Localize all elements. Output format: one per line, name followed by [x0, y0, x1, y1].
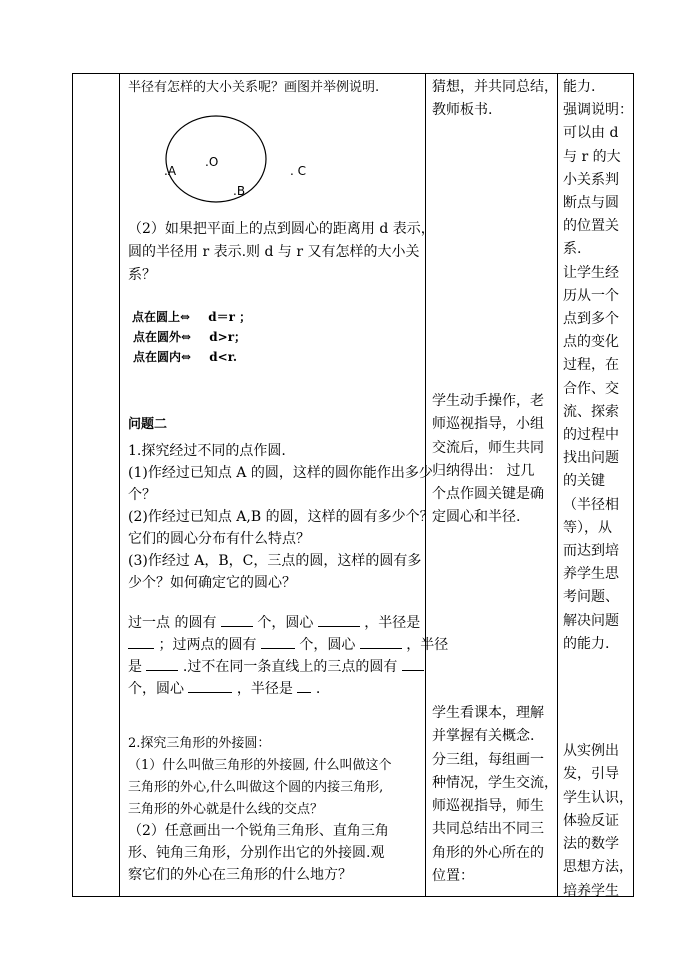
design-intent-line: 解决问题 [563, 612, 619, 629]
section1-q2-line2: 它们的圆心分布有什么特点？ [128, 531, 310, 547]
design-intent-line: （半径相 [563, 496, 619, 513]
table-bottom-border [72, 896, 634, 897]
design-intent-line: 发，引导 [563, 766, 619, 783]
column-divider-1 [119, 73, 120, 897]
section2-line-1: （1）什么叫做三角形的外接圆, 什么叫做这个 [128, 758, 392, 773]
design-intent-line: 能力. [563, 79, 596, 95]
design-intent-line: 体验反证 [563, 812, 619, 829]
relation-expr: d>r； [209, 330, 247, 344]
q2-line-3: 系？ [128, 267, 156, 283]
relation-expr: d＝r ； [208, 310, 252, 324]
section2-line-6: 察它们的外心在三角形的什么地方？ [128, 867, 352, 883]
student-activity-line: 学生看课本，理解 [432, 705, 544, 721]
student-activity-line: 并掌握有关概念. [432, 728, 535, 745]
design-intent-line: 合作、交 [563, 380, 619, 397]
answer-blank[interactable] [318, 609, 360, 627]
design-intent-line: 断点与圆 [563, 195, 619, 212]
design-intent-line: 考问题、 [563, 589, 619, 606]
fill-text: ，半径 [406, 637, 449, 653]
student-activity-line: 师巡视指导，师生 [432, 798, 544, 815]
column-divider-2 [425, 73, 426, 897]
q2-line-2: 圆的半径用 r 表示.则 d 与 r 又有怎样的大小关 [128, 244, 420, 260]
section2-title: 2.探究三角形的外接圆： [128, 736, 271, 751]
answer-blank[interactable] [297, 675, 311, 693]
answer-blank[interactable] [360, 631, 402, 649]
design-intent-line: 小关系判 [563, 171, 619, 188]
student-activity-line: 交流后，师生共同 [432, 439, 544, 456]
section2-line-3: 三角形的外心就是什么线的交点？ [128, 802, 324, 817]
design-intent-block-2 [563, 740, 633, 903]
design-intent-line: 可以由 d [563, 125, 619, 142]
design-intent-line: 点的变化 [563, 334, 619, 351]
design-intent-line: 系. [563, 241, 582, 258]
design-intent-line: 找出问题 [563, 450, 619, 467]
student-activity-line: 师巡视指导，小组 [432, 416, 544, 433]
relation-expr: d<r. [209, 350, 238, 364]
design-intent-line: 点到多个 [563, 311, 619, 328]
answer-blank[interactable] [146, 653, 178, 671]
design-intent-line: 的过程中 [563, 427, 619, 444]
design-intent-line: 法的数学 [563, 836, 619, 853]
answer-blank[interactable] [188, 675, 232, 693]
design-intent-line: 流、探索 [563, 403, 619, 420]
design-intent-block-1 [563, 76, 633, 656]
problem-two-title: 问题二 [128, 417, 168, 432]
q2-line-1: （2）如果把平面上的点到圆心的距离用 d 表示， [128, 221, 435, 237]
table-right-border [633, 73, 634, 897]
section2-line-5: 形、钝角三角形，分别作出它的外接圆.观 [128, 845, 385, 861]
relation-label: 点在圆上⇔ [132, 310, 191, 324]
answer-blank[interactable] [261, 631, 295, 649]
student-activity-line: 分三组，每组画一 [432, 751, 544, 768]
answer-blank[interactable] [128, 631, 154, 649]
section2-line-4: （2）任意画出一个锐角三角形、直角三角 [128, 823, 389, 839]
answer-blank[interactable] [221, 609, 253, 627]
section1-q3-line1: (3)作经过 A，B，C，三点的圆，这样的圆有多 [128, 553, 422, 569]
design-intent-line: 的能力. [563, 635, 610, 652]
fill-text: 个，圆心 [128, 681, 184, 697]
student-activity-block-1 [432, 76, 558, 123]
design-intent-line: 学生认识， [563, 789, 633, 806]
design-intent-line: 养学生思 [563, 566, 619, 583]
design-intent-line: 强调说明： [563, 102, 633, 119]
point-c-label: . C [290, 164, 307, 178]
student-activity-block-2 [432, 390, 544, 530]
section1-q3-line2: 少个？如何确定它的圆心？ [128, 575, 296, 591]
fill-text: ；过两点的圆有 [158, 637, 257, 653]
point-b-label: .B [233, 184, 246, 198]
point-o-label: .O [205, 155, 219, 169]
design-intent-line: 培养学生 [563, 882, 619, 899]
student-activity-line: 归纳得出： 过几 [432, 462, 535, 479]
fill-text: ，半径是 [236, 681, 293, 697]
student-activity-line: 共同总结出不同三 [432, 821, 544, 838]
fill-text: 个，圆心 [299, 637, 356, 653]
fill-blank-line-4 [128, 675, 320, 701]
section1-q1-line2: 个？ [128, 487, 156, 503]
student-activity-line: 位置： [432, 868, 474, 885]
design-intent-line: 从实例出 [563, 743, 619, 759]
student-activity-line: 种情况，学生交流， [432, 774, 558, 791]
answer-blank[interactable] [402, 653, 424, 671]
design-intent-line: 思想方法， [563, 859, 633, 876]
intro-text: 半径有怎样的大小关系呢？画图并举例说明. [128, 80, 380, 95]
student-activity-line: 猜想，并共同总结， [432, 79, 558, 95]
design-intent-line: 的位置关 [563, 218, 619, 235]
fill-text: . [315, 681, 321, 697]
design-intent-line: 与 r 的大 [563, 148, 621, 165]
section2-line-2: 三角形的外心,什么叫做这个圆的内接三角形, [128, 780, 384, 795]
design-intent-line: 历从一个 [563, 287, 619, 304]
section1-q1-line1: (1)作经过已知点 A 的圆，这样的圆你能作出多少 [128, 465, 433, 481]
design-intent-line: 过程，在 [563, 357, 619, 374]
relation-label: 点在圆内⇔ [133, 350, 192, 364]
relation-label: 点在圆外⇔ [133, 330, 192, 344]
point-a-label: .A [164, 164, 177, 178]
fill-text: 是 [128, 659, 142, 675]
student-activity-line: 角形的外心所在的 [432, 844, 544, 861]
relation-inside-circle [133, 346, 237, 369]
student-activity-line: 定圆心和半径. [432, 509, 521, 526]
student-activity-line: 学生动手操作，老 [432, 393, 544, 409]
fill-text: 过一点 的圆有 [128, 615, 217, 631]
design-intent-line: 的关键 [563, 473, 605, 490]
student-activity-line: 教师板书. [432, 102, 493, 119]
student-activity-block-3 [432, 702, 558, 888]
circle-figure [150, 115, 320, 205]
section1-title: 1.探究经过不同的点作圆. [128, 443, 286, 459]
section1-q2-line1: (2)作经过已知点 A,B 的圆，这样的圆有多少个？ [128, 509, 434, 525]
fill-text: 个，圆心 [257, 615, 314, 631]
table-top-border [72, 73, 634, 74]
table-left-border [72, 73, 73, 897]
design-intent-line: 让学生经 [563, 264, 619, 281]
design-intent-line: 等），从 [563, 519, 612, 536]
fill-text: ，半径是 [364, 615, 421, 631]
student-activity-line: 个点作圆关键是确 [432, 486, 544, 503]
design-intent-line: 而达到培 [563, 543, 619, 560]
fill-text: .过不在同一条直线上的三点的圆有 [182, 659, 398, 675]
